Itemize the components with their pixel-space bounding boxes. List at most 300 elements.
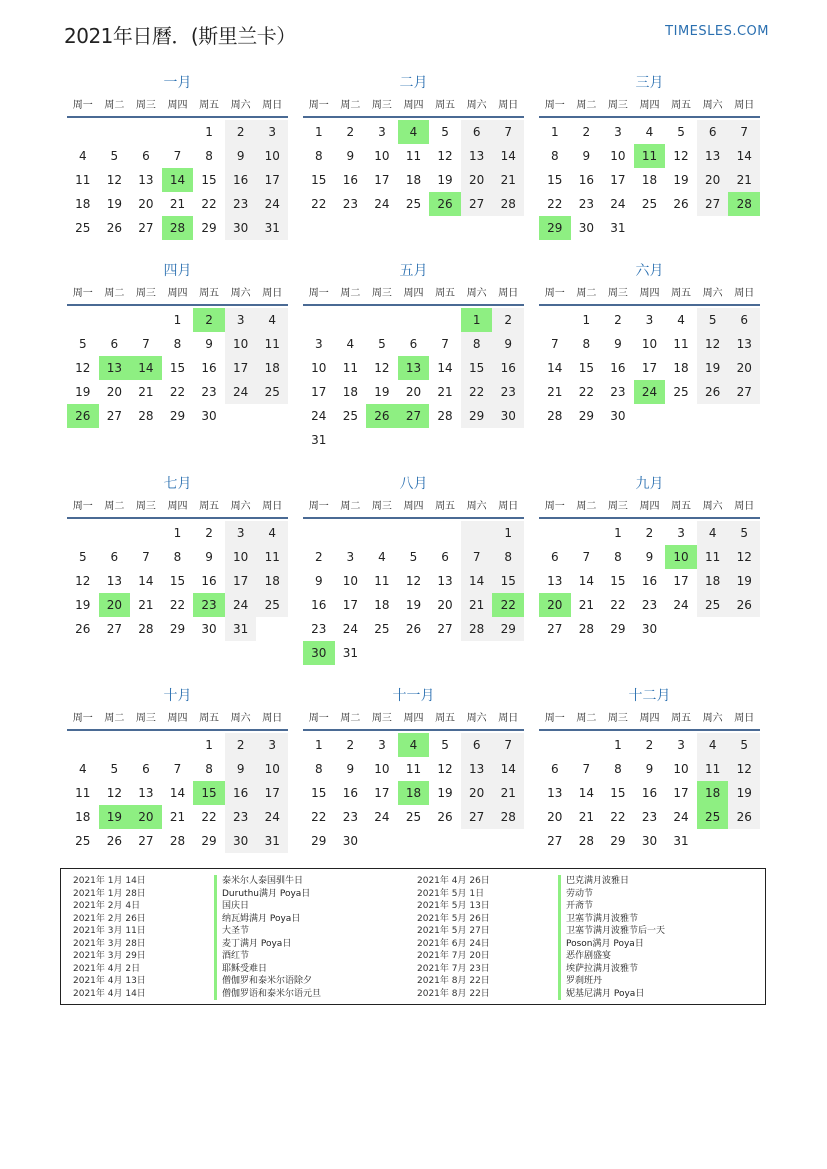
day-cell[interactable]: 13: [106, 574, 122, 588]
day-cell[interactable]: 8: [205, 762, 213, 776]
day-cell[interactable]: 30: [201, 409, 217, 423]
day-cell[interactable]: 27: [461, 805, 493, 829]
day-cell[interactable]: 7: [492, 733, 524, 757]
day-cell[interactable]: 7: [582, 550, 591, 564]
day-cell[interactable]: 23: [225, 192, 257, 216]
day-cell[interactable]: 10: [374, 762, 390, 776]
day-cell[interactable]: 7: [728, 120, 760, 144]
day-cell[interactable]: 18: [398, 781, 430, 805]
day-cell[interactable]: 5: [441, 738, 449, 752]
day-cell[interactable]: 25: [342, 409, 358, 423]
day-cell[interactable]: 16: [342, 786, 358, 800]
day-cell[interactable]: 3: [314, 337, 323, 351]
day-cell[interactable]: 16: [641, 786, 658, 800]
day-cell[interactable]: 29: [610, 834, 626, 848]
day-cell[interactable]: 6: [142, 149, 150, 163]
day-cell[interactable]: 11: [256, 332, 288, 356]
day-cell[interactable]: 28: [547, 409, 563, 423]
day-cell[interactable]: 15: [311, 173, 327, 187]
day-cell[interactable]: 4: [677, 313, 685, 327]
day-cell[interactable]: 12: [106, 173, 122, 187]
day-cell[interactable]: 21: [461, 593, 493, 617]
day-cell[interactable]: 28: [437, 409, 453, 423]
day-cell[interactable]: 21: [578, 598, 594, 612]
day-cell[interactable]: 19: [75, 385, 91, 399]
day-cell[interactable]: 20: [405, 385, 422, 399]
day-cell[interactable]: 1: [314, 125, 323, 139]
day-cell[interactable]: 26: [429, 192, 461, 216]
day-cell[interactable]: 9: [314, 574, 323, 588]
day-cell[interactable]: 19: [405, 598, 422, 612]
day-cell[interactable]: 11: [374, 574, 390, 588]
day-cell[interactable]: 12: [697, 332, 729, 356]
day-cell[interactable]: 20: [106, 385, 122, 399]
day-cell[interactable]: 2: [645, 738, 654, 752]
day-cell[interactable]: 22: [169, 385, 186, 399]
day-cell[interactable]: 17: [610, 173, 626, 187]
day-cell[interactable]: 28: [492, 192, 524, 216]
day-cell[interactable]: 7: [142, 550, 150, 564]
day-cell[interactable]: 21: [437, 385, 453, 399]
day-cell[interactable]: 7: [492, 120, 524, 144]
day-cell[interactable]: 16: [342, 173, 358, 187]
day-cell[interactable]: 20: [728, 356, 760, 380]
day-cell[interactable]: 14: [547, 361, 563, 375]
day-cell[interactable]: 14: [162, 168, 194, 192]
day-cell[interactable]: 7: [441, 337, 449, 351]
day-cell[interactable]: 30: [201, 622, 217, 636]
day-cell[interactable]: 25: [256, 380, 288, 404]
day-cell[interactable]: 21: [169, 810, 186, 824]
day-cell[interactable]: 6: [461, 733, 493, 757]
day-cell[interactable]: 5: [78, 550, 87, 564]
day-cell[interactable]: 2: [346, 738, 355, 752]
day-cell[interactable]: 29: [539, 216, 571, 240]
day-cell[interactable]: 24: [342, 622, 358, 636]
day-cell[interactable]: 15: [578, 361, 594, 375]
day-cell[interactable]: 19: [437, 786, 453, 800]
day-cell[interactable]: 13: [138, 173, 154, 187]
day-cell[interactable]: 20: [461, 781, 493, 805]
day-cell[interactable]: 21: [578, 810, 594, 824]
day-cell[interactable]: 6: [110, 337, 119, 351]
day-cell[interactable]: 26: [106, 834, 122, 848]
day-cell[interactable]: 14: [728, 144, 760, 168]
day-cell[interactable]: 4: [346, 337, 355, 351]
day-cell[interactable]: 10: [641, 337, 658, 351]
day-cell[interactable]: 9: [346, 149, 355, 163]
day-cell[interactable]: 26: [728, 593, 760, 617]
day-cell[interactable]: 17: [256, 781, 288, 805]
day-cell[interactable]: 6: [550, 762, 559, 776]
day-cell[interactable]: 3: [378, 738, 386, 752]
day-cell[interactable]: 4: [398, 733, 430, 757]
day-cell[interactable]: 18: [342, 385, 358, 399]
day-cell[interactable]: 8: [173, 550, 182, 564]
day-cell[interactable]: 7: [142, 337, 150, 351]
day-cell[interactable]: 12: [75, 361, 91, 375]
day-cell[interactable]: 21: [138, 598, 154, 612]
day-cell[interactable]: 28: [138, 622, 154, 636]
day-cell[interactable]: 25: [697, 593, 729, 617]
day-cell[interactable]: 17: [374, 173, 390, 187]
day-cell[interactable]: 25: [641, 197, 658, 211]
day-cell[interactable]: 24: [256, 805, 288, 829]
day-cell[interactable]: 15: [169, 361, 186, 375]
day-cell[interactable]: 6: [110, 550, 119, 564]
day-cell[interactable]: 8: [614, 762, 622, 776]
day-cell[interactable]: 10: [256, 757, 288, 781]
day-cell[interactable]: 6: [697, 120, 729, 144]
day-cell[interactable]: 16: [492, 356, 524, 380]
day-cell[interactable]: 23: [225, 805, 257, 829]
day-cell[interactable]: 11: [75, 173, 91, 187]
day-cell[interactable]: 13: [547, 574, 563, 588]
day-cell[interactable]: 26: [366, 404, 398, 428]
day-cell[interactable]: 1: [205, 125, 213, 139]
day-cell[interactable]: 2: [346, 125, 355, 139]
day-cell[interactable]: 6: [142, 762, 150, 776]
day-cell[interactable]: 13: [461, 757, 493, 781]
day-cell[interactable]: 28: [169, 834, 186, 848]
day-cell[interactable]: 27: [547, 622, 563, 636]
day-cell[interactable]: 8: [314, 149, 323, 163]
day-cell[interactable]: 22: [311, 197, 327, 211]
day-cell[interactable]: 11: [697, 757, 729, 781]
day-cell[interactable]: 21: [492, 781, 524, 805]
day-cell[interactable]: 22: [547, 197, 563, 211]
day-cell[interactable]: 22: [492, 593, 524, 617]
day-cell[interactable]: 26: [75, 622, 91, 636]
day-cell[interactable]: 3: [677, 526, 685, 540]
day-cell[interactable]: 1: [550, 125, 559, 139]
day-cell[interactable]: 30: [303, 641, 335, 665]
day-cell[interactable]: 19: [106, 197, 122, 211]
day-cell[interactable]: 23: [201, 385, 217, 399]
day-cell[interactable]: 15: [610, 574, 626, 588]
day-cell[interactable]: 13: [547, 786, 563, 800]
day-cell[interactable]: 22: [461, 380, 493, 404]
day-cell[interactable]: 25: [405, 197, 422, 211]
day-cell[interactable]: 18: [75, 197, 91, 211]
day-cell[interactable]: 4: [78, 762, 87, 776]
day-cell[interactable]: 9: [205, 550, 213, 564]
day-cell[interactable]: 11: [75, 786, 91, 800]
day-cell[interactable]: 22: [311, 810, 327, 824]
day-cell[interactable]: 3: [256, 733, 288, 757]
day-cell[interactable]: 31: [311, 433, 327, 447]
day-cell[interactable]: 12: [374, 361, 390, 375]
day-cell[interactable]: 29: [169, 622, 186, 636]
day-cell[interactable]: 18: [256, 356, 288, 380]
day-cell[interactable]: 28: [578, 622, 594, 636]
day-cell[interactable]: 24: [634, 380, 666, 404]
day-cell[interactable]: 26: [697, 380, 729, 404]
day-cell[interactable]: 26: [673, 197, 689, 211]
day-cell[interactable]: 27: [106, 622, 122, 636]
day-cell[interactable]: 23: [641, 810, 658, 824]
day-cell[interactable]: 3: [645, 313, 654, 327]
day-cell[interactable]: 21: [547, 385, 563, 399]
day-cell[interactable]: 2: [225, 120, 257, 144]
day-cell[interactable]: 2: [492, 308, 524, 332]
day-cell[interactable]: 30: [225, 216, 257, 240]
day-cell[interactable]: 30: [342, 834, 358, 848]
day-cell[interactable]: 1: [582, 313, 591, 327]
day-cell[interactable]: 1: [205, 738, 213, 752]
day-cell[interactable]: 1: [461, 308, 493, 332]
day-cell[interactable]: 28: [162, 216, 194, 240]
day-cell[interactable]: 3: [677, 738, 685, 752]
day-cell[interactable]: 2: [193, 308, 225, 332]
day-cell[interactable]: 12: [728, 757, 760, 781]
day-cell[interactable]: 13: [697, 144, 729, 168]
day-cell[interactable]: 29: [492, 617, 524, 641]
day-cell[interactable]: 17: [225, 356, 257, 380]
day-cell[interactable]: 18: [75, 810, 91, 824]
day-cell[interactable]: 23: [311, 622, 327, 636]
day-cell[interactable]: 14: [437, 361, 453, 375]
day-cell[interactable]: 24: [673, 598, 689, 612]
day-cell[interactable]: 15: [311, 786, 327, 800]
day-cell[interactable]: 11: [634, 144, 666, 168]
day-cell[interactable]: 4: [256, 308, 288, 332]
day-cell[interactable]: 2: [645, 526, 654, 540]
day-cell[interactable]: 14: [578, 574, 594, 588]
day-cell[interactable]: 7: [461, 545, 493, 569]
day-cell[interactable]: 27: [138, 221, 154, 235]
brand-link[interactable]: TIMESLES.COM: [665, 24, 769, 39]
day-cell[interactable]: 7: [550, 337, 559, 351]
day-cell[interactable]: 9: [582, 149, 591, 163]
day-cell[interactable]: 20: [461, 168, 493, 192]
day-cell[interactable]: 27: [547, 834, 563, 848]
day-cell[interactable]: 25: [75, 221, 91, 235]
day-cell[interactable]: 12: [405, 574, 422, 588]
day-cell[interactable]: 14: [492, 144, 524, 168]
day-cell[interactable]: 16: [201, 574, 217, 588]
day-cell[interactable]: 27: [437, 622, 453, 636]
day-cell[interactable]: 19: [99, 805, 131, 829]
day-cell[interactable]: 28: [728, 192, 760, 216]
day-cell[interactable]: 30: [225, 829, 257, 853]
day-cell[interactable]: 15: [201, 173, 217, 187]
day-cell[interactable]: 4: [378, 550, 386, 564]
day-cell[interactable]: 18: [641, 173, 658, 187]
day-cell[interactable]: 7: [582, 762, 591, 776]
day-cell[interactable]: 24: [225, 593, 257, 617]
day-cell[interactable]: 31: [256, 829, 288, 853]
day-cell[interactable]: 2: [205, 526, 213, 540]
day-cell[interactable]: 16: [641, 574, 658, 588]
day-cell[interactable]: 20: [138, 197, 154, 211]
day-cell[interactable]: 13: [728, 332, 760, 356]
day-cell[interactable]: 5: [441, 125, 449, 139]
day-cell[interactable]: 22: [610, 810, 626, 824]
day-cell[interactable]: 18: [374, 598, 390, 612]
day-cell[interactable]: 22: [610, 598, 626, 612]
day-cell[interactable]: 10: [610, 149, 626, 163]
day-cell[interactable]: 24: [374, 197, 390, 211]
day-cell[interactable]: 11: [697, 545, 729, 569]
day-cell[interactable]: 5: [378, 337, 386, 351]
day-cell[interactable]: 14: [578, 786, 594, 800]
day-cell[interactable]: 10: [225, 545, 257, 569]
day-cell[interactable]: 31: [342, 646, 358, 660]
day-cell[interactable]: 11: [673, 337, 689, 351]
day-cell[interactable]: 14: [169, 786, 186, 800]
day-cell[interactable]: 5: [677, 125, 685, 139]
day-cell[interactable]: 30: [641, 622, 658, 636]
day-cell[interactable]: 6: [728, 308, 760, 332]
day-cell[interactable]: 7: [173, 762, 182, 776]
day-cell[interactable]: 6: [461, 120, 493, 144]
day-cell[interactable]: 6: [441, 550, 449, 564]
day-cell[interactable]: 31: [225, 617, 257, 641]
day-cell[interactable]: 7: [173, 149, 182, 163]
day-cell[interactable]: 8: [205, 149, 213, 163]
day-cell[interactable]: 15: [461, 356, 493, 380]
day-cell[interactable]: 27: [106, 409, 122, 423]
day-cell[interactable]: 2: [582, 125, 591, 139]
day-cell[interactable]: 13: [461, 144, 493, 168]
day-cell[interactable]: 19: [75, 598, 91, 612]
day-cell[interactable]: 18: [405, 173, 422, 187]
day-cell[interactable]: 13: [99, 356, 131, 380]
day-cell[interactable]: 31: [673, 834, 689, 848]
day-cell[interactable]: 1: [173, 526, 182, 540]
day-cell[interactable]: 3: [614, 125, 622, 139]
day-cell[interactable]: 20: [547, 810, 563, 824]
day-cell[interactable]: 26: [437, 810, 453, 824]
day-cell[interactable]: 29: [201, 834, 217, 848]
day-cell[interactable]: 10: [374, 149, 390, 163]
day-cell[interactable]: 15: [492, 569, 524, 593]
day-cell[interactable]: 22: [201, 810, 217, 824]
day-cell[interactable]: 3: [225, 308, 257, 332]
day-cell[interactable]: 19: [697, 356, 729, 380]
day-cell[interactable]: 3: [346, 550, 355, 564]
day-cell[interactable]: 25: [673, 385, 689, 399]
day-cell[interactable]: 15: [547, 173, 563, 187]
day-cell[interactable]: 24: [673, 810, 689, 824]
day-cell[interactable]: 8: [461, 332, 493, 356]
day-cell[interactable]: 1: [173, 313, 182, 327]
day-cell[interactable]: 6: [550, 550, 559, 564]
day-cell[interactable]: 25: [374, 622, 390, 636]
day-cell[interactable]: 30: [578, 221, 594, 235]
day-cell[interactable]: 16: [225, 168, 257, 192]
day-cell[interactable]: 22: [201, 197, 217, 211]
day-cell[interactable]: 10: [665, 545, 697, 569]
day-cell[interactable]: 21: [728, 168, 760, 192]
day-cell[interactable]: 25: [405, 810, 422, 824]
day-cell[interactable]: 9: [492, 332, 524, 356]
day-cell[interactable]: 13: [138, 786, 154, 800]
day-cell[interactable]: 13: [398, 356, 430, 380]
day-cell[interactable]: 9: [225, 144, 257, 168]
day-cell[interactable]: 24: [256, 192, 288, 216]
day-cell[interactable]: 16: [311, 598, 327, 612]
day-cell[interactable]: 4: [645, 125, 654, 139]
day-cell[interactable]: 21: [169, 197, 186, 211]
day-cell[interactable]: 22: [169, 598, 186, 612]
day-cell[interactable]: 9: [645, 762, 654, 776]
day-cell[interactable]: 10: [225, 332, 257, 356]
day-cell[interactable]: 29: [169, 409, 186, 423]
day-cell[interactable]: 24: [610, 197, 626, 211]
day-cell[interactable]: 23: [641, 598, 658, 612]
day-cell[interactable]: 4: [697, 733, 729, 757]
day-cell[interactable]: 11: [405, 762, 422, 776]
day-cell[interactable]: 5: [728, 521, 760, 545]
day-cell[interactable]: 23: [342, 197, 358, 211]
day-cell[interactable]: 11: [342, 361, 358, 375]
day-cell[interactable]: 14: [461, 569, 493, 593]
day-cell[interactable]: 27: [138, 834, 154, 848]
day-cell[interactable]: 17: [256, 168, 288, 192]
day-cell[interactable]: 12: [75, 574, 91, 588]
day-cell[interactable]: 20: [437, 598, 453, 612]
day-cell[interactable]: 4: [697, 521, 729, 545]
day-cell[interactable]: 29: [578, 409, 594, 423]
day-cell[interactable]: 22: [578, 385, 594, 399]
day-cell[interactable]: 5: [78, 337, 87, 351]
day-cell[interactable]: 25: [697, 805, 729, 829]
day-cell[interactable]: 23: [492, 380, 524, 404]
day-cell[interactable]: 21: [138, 385, 154, 399]
day-cell[interactable]: 14: [138, 574, 154, 588]
day-cell[interactable]: 6: [409, 337, 418, 351]
day-cell[interactable]: 4: [256, 521, 288, 545]
day-cell[interactable]: 20: [130, 805, 162, 829]
day-cell[interactable]: 13: [437, 574, 453, 588]
day-cell[interactable]: 30: [641, 834, 658, 848]
day-cell[interactable]: 14: [492, 757, 524, 781]
day-cell[interactable]: 16: [578, 173, 594, 187]
day-cell[interactable]: 24: [374, 810, 390, 824]
day-cell[interactable]: 14: [130, 356, 162, 380]
day-cell[interactable]: 27: [398, 404, 430, 428]
day-cell[interactable]: 16: [610, 361, 626, 375]
day-cell[interactable]: 9: [614, 337, 622, 351]
day-cell[interactable]: 5: [409, 550, 418, 564]
day-cell[interactable]: 11: [405, 149, 422, 163]
day-cell[interactable]: 9: [346, 762, 355, 776]
day-cell[interactable]: 31: [610, 221, 626, 235]
day-cell[interactable]: 30: [492, 404, 524, 428]
day-cell[interactable]: 1: [492, 521, 524, 545]
day-cell[interactable]: 23: [342, 810, 358, 824]
day-cell[interactable]: 25: [75, 834, 91, 848]
day-cell[interactable]: 28: [461, 617, 493, 641]
day-cell[interactable]: 17: [342, 598, 358, 612]
day-cell[interactable]: 26: [67, 404, 99, 428]
day-cell[interactable]: 29: [610, 622, 626, 636]
day-cell[interactable]: 31: [256, 216, 288, 240]
day-cell[interactable]: 16: [225, 781, 257, 805]
day-cell[interactable]: 21: [492, 168, 524, 192]
day-cell[interactable]: 25: [256, 593, 288, 617]
day-cell[interactable]: 5: [110, 149, 119, 163]
day-cell[interactable]: 17: [673, 786, 689, 800]
day-cell[interactable]: 17: [374, 786, 390, 800]
day-cell[interactable]: 15: [169, 574, 186, 588]
day-cell[interactable]: 12: [728, 545, 760, 569]
day-cell[interactable]: 1: [314, 738, 323, 752]
day-cell[interactable]: 12: [437, 762, 453, 776]
day-cell[interactable]: 4: [398, 120, 430, 144]
